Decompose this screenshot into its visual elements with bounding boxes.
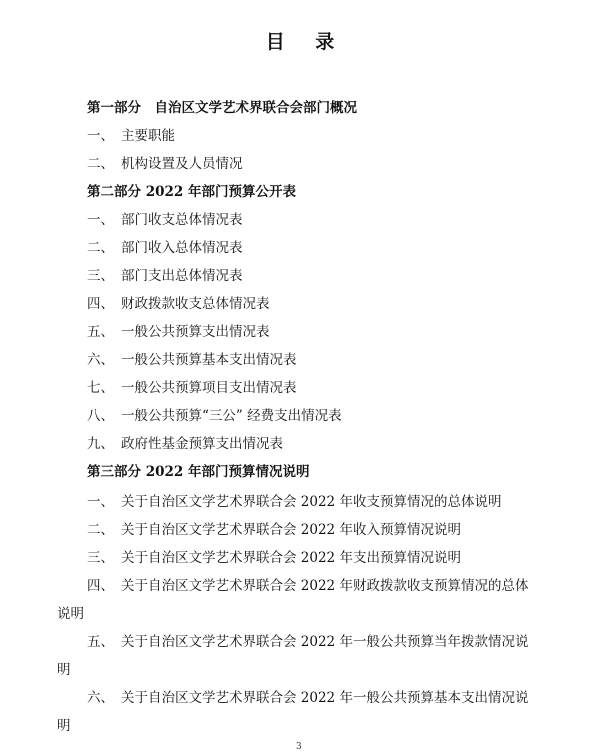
toc-item[interactable] bbox=[87, 376, 297, 396]
toc-item-text: 关于自治区文学艺术界联合会 2022 年收入预算情况说明 bbox=[121, 522, 461, 538]
toc-item-number: 七、 bbox=[87, 380, 114, 396]
toc-item[interactable] bbox=[87, 152, 243, 172]
toc-item-continuation: 说明 bbox=[57, 606, 84, 622]
toc-item-text: 一般公共预算项目支出情况表 bbox=[121, 380, 297, 396]
part-heading-2[interactable]: 第二部分 2022 年部门预算公开表 bbox=[87, 184, 296, 200]
toc-item-text: 一般公共预算支出情况表 bbox=[121, 324, 270, 340]
toc-item-text: 关于自治区文学艺术界联合会 2022 年一般公共预算基本支出情况说 bbox=[121, 690, 529, 706]
toc-item[interactable] bbox=[87, 630, 528, 650]
toc-item-number: 九、 bbox=[87, 436, 114, 452]
toc-item-number: 一、 bbox=[87, 128, 114, 144]
toc-item[interactable] bbox=[87, 348, 297, 368]
toc-item-number: 四、 bbox=[87, 578, 114, 594]
toc-item-number: 二、 bbox=[87, 522, 114, 538]
toc-item[interactable] bbox=[87, 236, 243, 256]
toc-item-text: 部门支出总体情况表 bbox=[121, 268, 243, 284]
toc-item-number: 三、 bbox=[87, 550, 114, 566]
toc-item-text: 关于自治区文学艺术界联合会 2022 年收支预算情况的总体说明 bbox=[121, 494, 502, 510]
toc-item-number: 四、 bbox=[87, 296, 114, 312]
toc-item-text: 财政拨款收支总体情况表 bbox=[121, 296, 270, 312]
part-heading-1[interactable]: 第一部分 自治区文学艺术界联合会部门概况 bbox=[87, 100, 357, 116]
toc-item-number: 一、 bbox=[87, 494, 114, 510]
part-heading-3[interactable]: 第三部分 2022 年部门预算情况说明 bbox=[87, 464, 310, 480]
toc-item[interactable] bbox=[87, 208, 243, 228]
toc-item[interactable] bbox=[87, 292, 270, 312]
toc-item[interactable] bbox=[87, 264, 243, 284]
toc-item-number: 一、 bbox=[87, 212, 114, 228]
toc-item-text: 政府性基金预算支出情况表 bbox=[121, 436, 283, 452]
toc-item-text: 部门收支总体情况表 bbox=[121, 212, 243, 228]
toc-item-number: 八、 bbox=[87, 408, 114, 424]
page-number: 3 bbox=[296, 742, 302, 752]
toc-item[interactable] bbox=[87, 686, 528, 706]
toc-item-text: 关于自治区文学艺术界联合会 2022 年支出预算情况说明 bbox=[121, 550, 461, 566]
toc-item-number: 三、 bbox=[87, 268, 114, 284]
toc-item-continuation: 明 bbox=[57, 662, 71, 678]
toc-item-number: 五、 bbox=[87, 324, 114, 340]
toc-item-text: 一般公共预算“三公” 经费支出情况表 bbox=[121, 408, 342, 424]
toc-item-number: 六、 bbox=[87, 690, 114, 706]
toc-item-text: 主要职能 bbox=[121, 128, 175, 144]
toc-item[interactable] bbox=[87, 432, 283, 452]
toc-item[interactable] bbox=[87, 518, 461, 538]
toc-item-number: 五、 bbox=[87, 634, 114, 650]
toc-item[interactable] bbox=[87, 574, 528, 594]
toc-item[interactable] bbox=[87, 546, 461, 566]
toc-item-continuation: 明 bbox=[57, 718, 71, 734]
toc-item-text: 机构设置及人员情况 bbox=[121, 156, 243, 172]
toc-item-text: 关于自治区文学艺术界联合会 2022 年一般公共预算当年拨款情况说 bbox=[121, 634, 529, 650]
toc-item-text: 一般公共预算基本支出情况表 bbox=[121, 352, 297, 368]
toc-item-text: 部门收入总体情况表 bbox=[121, 240, 243, 256]
toc-item-number: 六、 bbox=[87, 352, 114, 368]
page-title: 目 录 bbox=[265, 31, 347, 53]
toc-item[interactable] bbox=[87, 404, 342, 424]
toc-item[interactable] bbox=[87, 490, 501, 510]
toc-item[interactable] bbox=[87, 124, 175, 144]
toc-item[interactable] bbox=[87, 320, 270, 340]
toc-item-text: 关于自治区文学艺术界联合会 2022 年财政拨款收支预算情况的总体 bbox=[121, 578, 529, 594]
toc-item-number: 二、 bbox=[87, 240, 114, 256]
toc-item-number: 二、 bbox=[87, 156, 114, 172]
